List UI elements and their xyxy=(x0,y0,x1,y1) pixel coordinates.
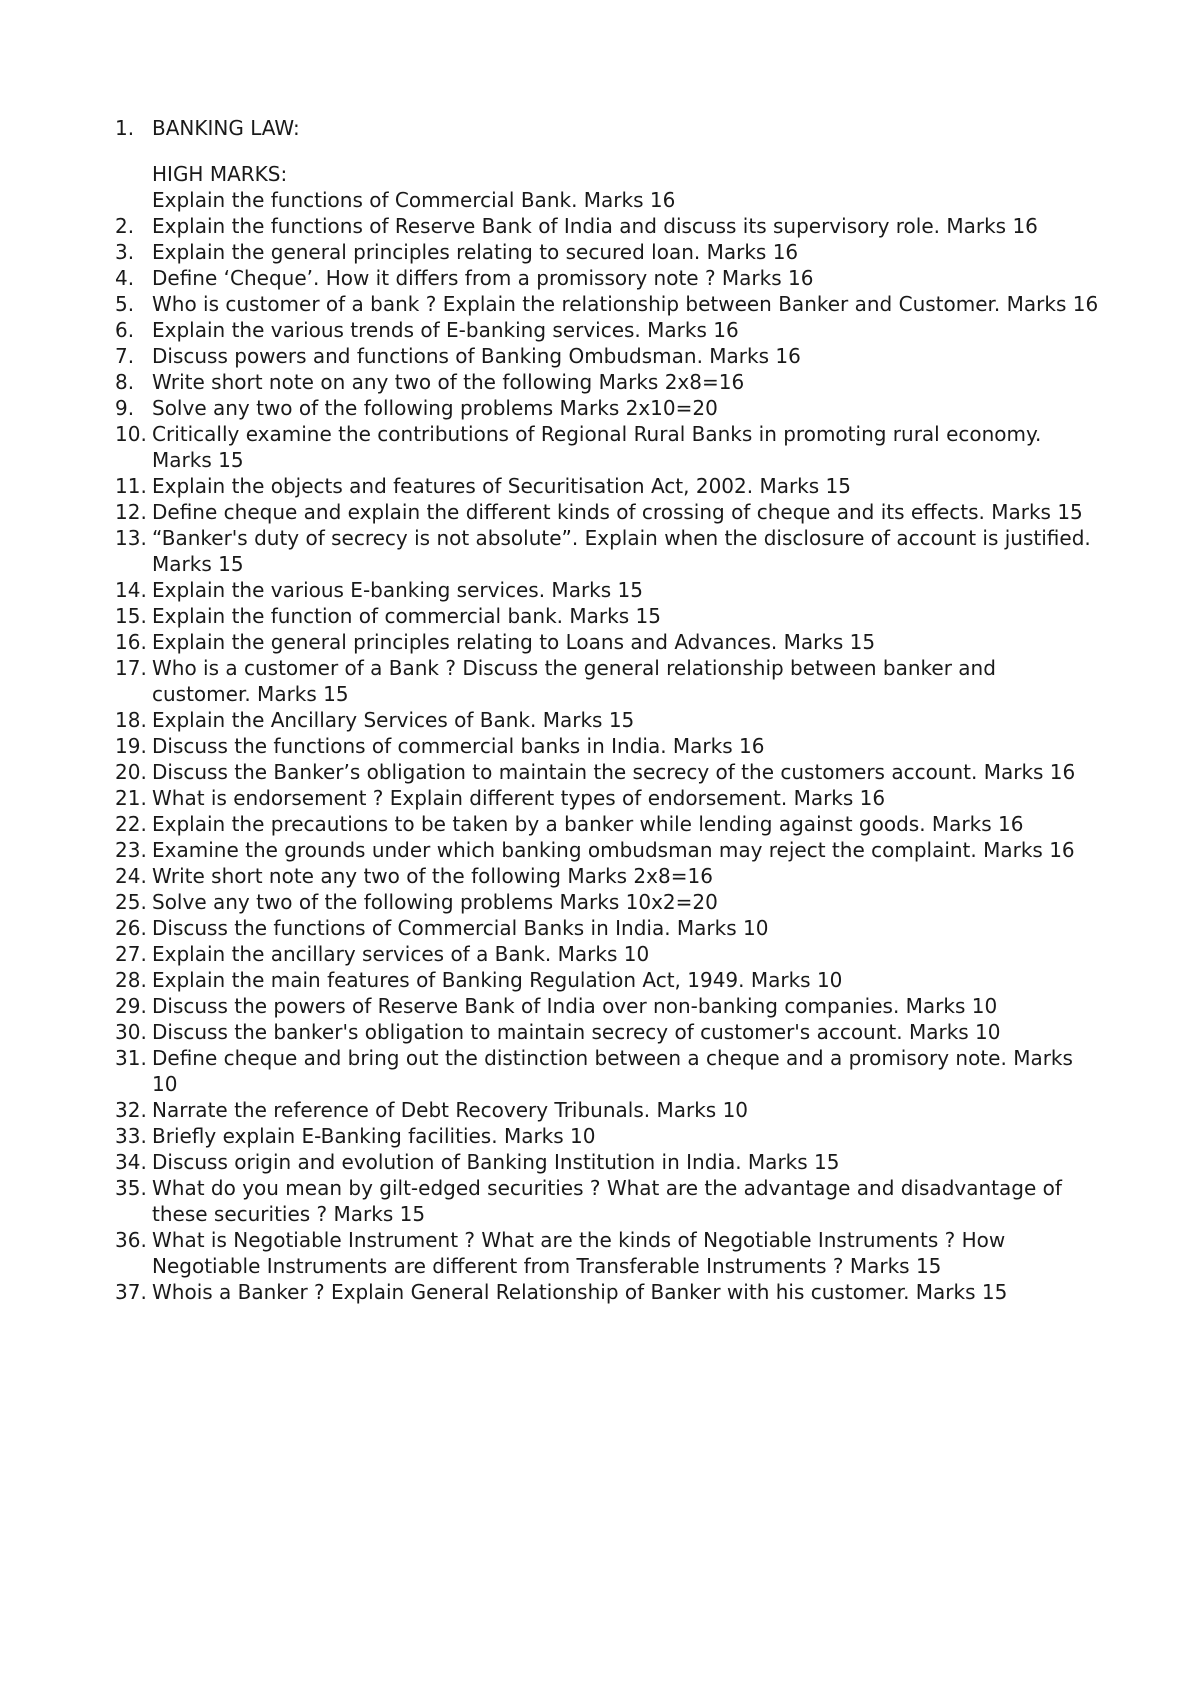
item-number: 25. xyxy=(115,890,147,914)
list-item xyxy=(115,499,1100,525)
list-item xyxy=(115,473,1100,499)
question-text: Explain the objects and features of Securitisation Act, 2002. Marks 15 xyxy=(152,474,851,498)
item-number: 11. xyxy=(115,474,147,498)
list-item xyxy=(115,941,1100,967)
list-item xyxy=(115,1227,1100,1279)
list-item xyxy=(115,707,1100,733)
item-number: 2. xyxy=(115,214,135,238)
item-number: 34. xyxy=(115,1150,147,1174)
list-item xyxy=(115,759,1100,785)
question-text: Explain the general principles relating to secured loan. Marks 16 xyxy=(152,240,799,264)
item-number: 18. xyxy=(115,708,147,732)
item-number: 21. xyxy=(115,786,147,810)
item-number: 24. xyxy=(115,864,147,888)
section-title: BANKING LAW: xyxy=(152,116,300,140)
question-text: Explain the precautions to be taken by a banker while lending against goods. Marks 16 xyxy=(152,812,1024,836)
question-text: Examine the grounds under which banking ombudsman may reject the complaint. Marks 16 xyxy=(152,838,1075,862)
item-number: 28. xyxy=(115,968,147,992)
question-text: Explain the functions of Reserve Bank of India and discuss its supervisory role. Marks 16 xyxy=(152,214,1038,238)
question-text: Who is customer of a bank ? Explain the relationship between Banker and Customer. Marks 16 xyxy=(152,292,1099,316)
question-text: Solve any two of the following problems Marks 10x2=20 xyxy=(152,890,718,914)
list-item xyxy=(115,395,1100,421)
question-text: Define ‘Cheque’. How it differs from a promissory note ? Marks 16 xyxy=(152,266,814,290)
question-text: Write short note any two of the following Marks 2x8=16 xyxy=(152,864,713,888)
question-text: Discuss the functions of Commercial Banks in India. Marks 10 xyxy=(152,916,769,940)
list-item xyxy=(115,577,1100,603)
item-number: 10. xyxy=(115,422,147,446)
question-text: Narrate the reference of Debt Recovery Tribunals. Marks 10 xyxy=(152,1098,749,1122)
item-number: 17. xyxy=(115,656,147,680)
question-text: Discuss the functions of commercial banks in India. Marks 16 xyxy=(152,734,765,758)
list-item xyxy=(115,655,1100,707)
question-text: Explain the function of commercial bank. Marks 15 xyxy=(152,604,661,628)
list-item xyxy=(115,889,1100,915)
item-number: 22. xyxy=(115,812,147,836)
list-item xyxy=(115,967,1100,993)
item-number: 29. xyxy=(115,994,147,1018)
question-text: Define cheque and bring out the distinction between a cheque and a promisory note. Marks 10 xyxy=(152,1046,1073,1096)
item-number: 36. xyxy=(115,1228,147,1252)
question-text: Whois a Banker ? Explain General Relationship of Banker with his customer. Marks 15 xyxy=(152,1280,1008,1304)
list-item xyxy=(115,213,1100,239)
item-number: 8. xyxy=(115,370,135,394)
list-item xyxy=(115,1123,1100,1149)
list-item xyxy=(115,1149,1100,1175)
subheading: HIGH MARKS: xyxy=(152,162,288,186)
item-number: 4. xyxy=(115,266,135,290)
item-number: 14. xyxy=(115,578,147,602)
list-item xyxy=(115,421,1100,473)
question-text: Explain the Ancillary Services of Bank. Marks 15 xyxy=(152,708,635,732)
question-text: Discuss the banker's obligation to maintain secrecy of customer's account. Marks 10 xyxy=(152,1020,1001,1044)
list-item xyxy=(115,115,1100,213)
item-number: 20. xyxy=(115,760,147,784)
item-number: 33. xyxy=(115,1124,147,1148)
list-item xyxy=(115,525,1100,577)
question-text: “Banker's duty of secrecy is not absolute”. Explain when the disclosure of account is justified. Marks 15 xyxy=(152,526,1091,576)
question-text: Discuss the powers of Reserve Bank of India over non-banking companies. Marks 10 xyxy=(152,994,998,1018)
list-item xyxy=(115,603,1100,629)
item-number: 27. xyxy=(115,942,147,966)
item-number: 32. xyxy=(115,1098,147,1122)
list-item xyxy=(115,369,1100,395)
list-item xyxy=(115,733,1100,759)
list-item xyxy=(115,239,1100,265)
question-text: What do you mean by gilt-edged securities ? What are the advantage and disadvantage of these securities ? Marks 15 xyxy=(152,1176,1062,1226)
list-item xyxy=(115,1045,1100,1097)
question-text: Define cheque and explain the different kinds of crossing of cheque and its effects. Marks 15 xyxy=(152,500,1083,524)
question-text: Solve any two of the following problems Marks 2x10=20 xyxy=(152,396,718,420)
item-number: 12. xyxy=(115,500,147,524)
item-number: 23. xyxy=(115,838,147,862)
question-text: Explain the various trends of E-banking services. Marks 16 xyxy=(152,318,739,342)
question-text: Who is a customer of a Bank ? Discuss the general relationship between banker and customer. Marks 15 xyxy=(152,656,996,706)
question-text: Briefly explain E-Banking facilities. Marks 10 xyxy=(152,1124,596,1148)
question-text: Critically examine the contributions of Regional Rural Banks in promoting rural economy. Marks 15 xyxy=(152,422,1042,472)
item-number: 5. xyxy=(115,292,135,316)
list-item xyxy=(115,993,1100,1019)
item-number: 7. xyxy=(115,344,135,368)
question-text: Discuss the Banker’s obligation to maintain the secrecy of the customers account. Marks 16 xyxy=(152,760,1076,784)
spacer xyxy=(152,141,1100,161)
question-text: Discuss powers and functions of Banking Ombudsman. Marks 16 xyxy=(152,344,801,368)
item-number: 15. xyxy=(115,604,147,628)
list-item xyxy=(115,837,1100,863)
question-text: Explain the various E-banking services. Marks 15 xyxy=(152,578,643,602)
item-number: 31. xyxy=(115,1046,147,1070)
question-text: What is endorsement ? Explain different types of endorsement. Marks 16 xyxy=(152,786,886,810)
list-item xyxy=(115,1019,1100,1045)
item-number: 26. xyxy=(115,916,147,940)
question-text: Explain the general principles relating to Loans and Advances. Marks 15 xyxy=(152,630,876,654)
list-item xyxy=(115,1279,1100,1305)
question-text: What is Negotiable Instrument ? What are the kinds of Negotiable Instruments ? How Negotiable Instruments are different from Transferable Instruments ? Marks 15 xyxy=(152,1228,1006,1278)
question-text: Explain the functions of Commercial Bank. Marks 16 xyxy=(152,188,676,212)
item-number: 9. xyxy=(115,396,135,420)
list-item xyxy=(115,343,1100,369)
item-number: 3. xyxy=(115,240,135,264)
question-text: Write short note on any two of the following Marks 2x8=16 xyxy=(152,370,745,394)
item-number: 19. xyxy=(115,734,147,758)
list-item xyxy=(115,629,1100,655)
question-text: Explain the ancillary services of a Bank. Marks 10 xyxy=(152,942,650,966)
list-item xyxy=(115,1097,1100,1123)
list-item xyxy=(115,291,1100,317)
item-number: 30. xyxy=(115,1020,147,1044)
list-item xyxy=(115,785,1100,811)
list-item xyxy=(115,811,1100,837)
question-text: Discuss origin and evolution of Banking Institution in India. Marks 15 xyxy=(152,1150,840,1174)
item-number: 16. xyxy=(115,630,147,654)
list-item xyxy=(115,1175,1100,1227)
list-item xyxy=(115,915,1100,941)
list-item xyxy=(115,317,1100,343)
list-item xyxy=(115,863,1100,889)
item-number: 37. xyxy=(115,1280,147,1304)
item-number: 35. xyxy=(115,1176,147,1200)
item-number: 13. xyxy=(115,526,147,550)
item-number: 6. xyxy=(115,318,135,342)
item-number: 1. xyxy=(115,116,135,140)
list-item xyxy=(115,265,1100,291)
question-list xyxy=(115,115,1100,1305)
question-text: Explain the main features of Banking Regulation Act, 1949. Marks 10 xyxy=(152,968,843,992)
